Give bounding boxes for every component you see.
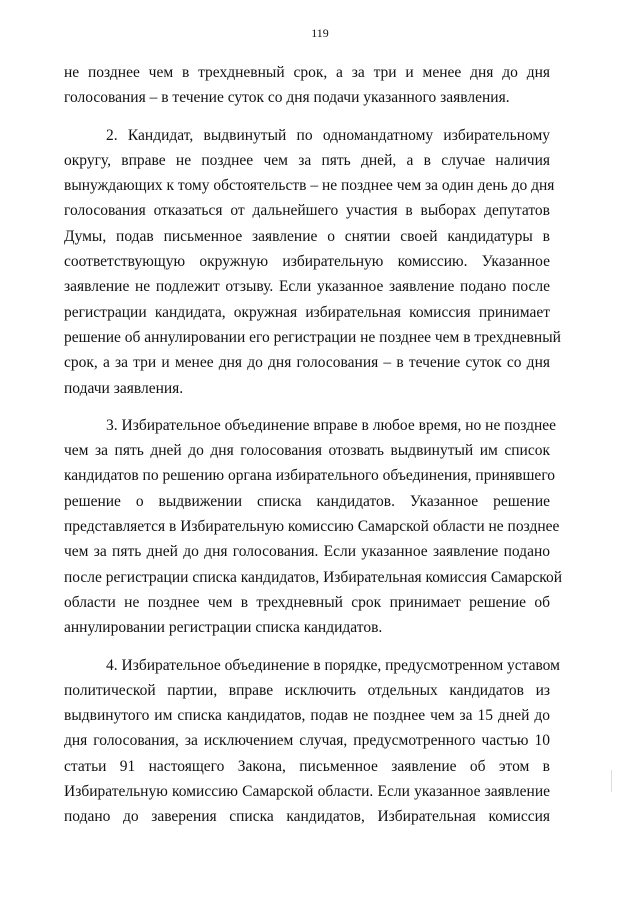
paragraph-line: голосования – в течение суток со дня подачи указанного заявления. (64, 89, 510, 107)
paragraph-line: области не позднее чем в трехдневный срок принимает решение об (64, 593, 550, 611)
paragraph-4 (64, 653, 560, 830)
paragraph-line: срок, а за три и менее дня до дня голосования – в течение суток со дня (64, 354, 550, 372)
scan-margin-mark (611, 770, 612, 792)
paragraph-line: заявление не подлежит отзыву. Если указанное заявление подано после (64, 278, 550, 296)
paragraph-line: решение о выдвижении списка кандидатов. Указанное решение (64, 492, 550, 510)
paragraph-3 (64, 413, 563, 641)
paragraph-line: регистрации кандидата, окружная избирательная комиссия принимает (64, 303, 550, 321)
paragraph-line: вынуждающих к тому обстоятельств – не позднее чем за один день до дня (64, 177, 555, 195)
paragraph-line: чем за пять дней до дня голосования отозвать выдвинутый им список (64, 442, 550, 460)
paragraph-1 (64, 60, 550, 111)
page-number: 119 (311, 26, 329, 40)
paragraph-line: дня голосования, за исключением случая, предусмотренного частью 10 (64, 732, 550, 750)
paragraph-line: голосования отказаться от дальнейшего участия в выборах депутатов (64, 202, 550, 220)
paragraph-line: не позднее чем в трехдневный срок, а за три и менее дня до дня (64, 64, 550, 81)
paragraph-line: политической партии, вправе исключить отдельных кандидатов из (64, 681, 550, 699)
paragraph-2 (64, 123, 561, 401)
paragraph-line: соответствующую окружную избирательную комиссию. Указанное (64, 253, 550, 271)
paragraph-line: округу, вправе не позднее чем за пять дней, а в случае наличия (64, 151, 550, 169)
paragraph-line: Думы, подав письменное заявление о снятии своей кандидатуры в (64, 227, 550, 245)
paragraph-line: 4. Избирательное объединение в порядке, предусмотренном уставом (106, 656, 560, 674)
paragraph-line: Избирательную комиссию Самарской области. Если указанное заявление (64, 783, 550, 801)
paragraph-line: аннулировании регистрации списка кандидатов. (64, 619, 383, 637)
paragraph-line: статьи 91 настоящего Закона, письменное заявление об этом в (64, 757, 550, 775)
document-body (64, 60, 563, 830)
paragraph-line: подачи заявления. (64, 379, 184, 397)
paragraph-line: подано до заверения списка кандидатов, Избирательная комиссия (64, 808, 550, 826)
paragraph-line: выдвинутого им списка кандидатов, подав не позднее чем за 15 дней до (64, 707, 550, 725)
paragraph-line: решение об аннулировании его регистрации не позднее чем в трехдневный (64, 328, 561, 346)
paragraph-line: чем за пять дней до дня голосования. Если указанное заявление подано (64, 543, 550, 561)
paragraph-line: представляется в Избирательную комиссию Самарской области не позднее (64, 518, 560, 536)
paragraph-line: кандидатов по решению органа избирательного объединения, принявшего (64, 467, 556, 485)
paragraph-line: после регистрации списка кандидатов, Избирательная комиссия Самарской (64, 568, 563, 586)
paragraph-line: 2. Кандидат, выдвинутый по одномандатному избирательному (106, 126, 550, 144)
paragraph-line: 3. Избирательное объединение вправе в любое время, но не позднее (106, 416, 557, 434)
